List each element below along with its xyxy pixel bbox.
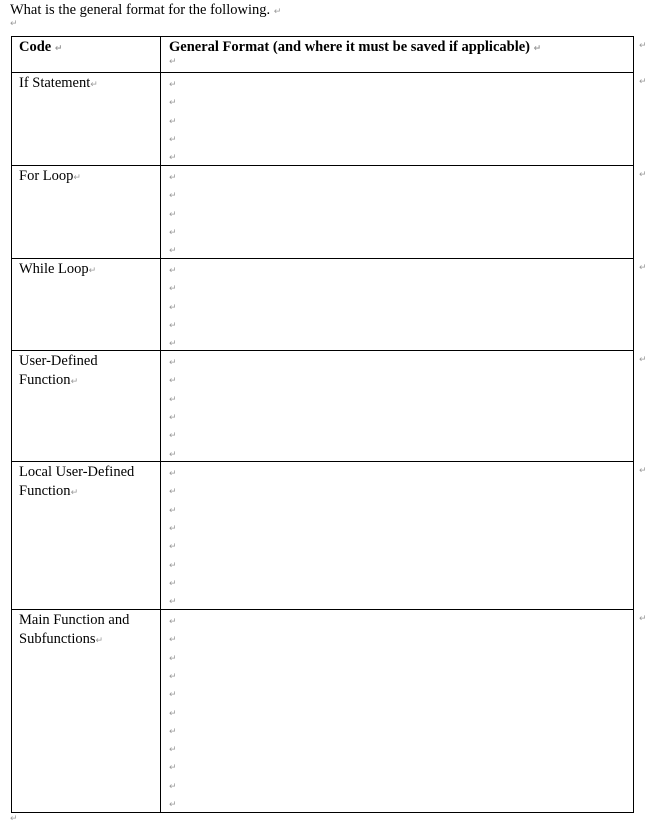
paragraph-mark-icon: ↵ bbox=[169, 745, 177, 756]
paragraph-mark-icon: ↵ bbox=[10, 19, 18, 29]
paragraph-mark-icon: ↵ bbox=[169, 505, 177, 516]
code-label: If Statement bbox=[19, 75, 91, 91]
paragraph-mark-icon: ↵ bbox=[169, 358, 177, 368]
row-end-mark-icon: ↵ bbox=[639, 614, 647, 624]
code-label: Function bbox=[19, 483, 71, 499]
paragraph-mark-icon: ↵ bbox=[169, 449, 177, 460]
format-cell[interactable] bbox=[161, 73, 633, 165]
paragraph-mark-icon: ↵ bbox=[169, 542, 177, 553]
header-format-label: General Format (and where it must be saved if applicable) bbox=[169, 39, 530, 55]
code-cell[interactable] bbox=[19, 74, 155, 95]
code-cell[interactable] bbox=[19, 611, 155, 651]
format-cell[interactable] bbox=[161, 351, 633, 461]
format-table bbox=[11, 36, 647, 813]
cell-end-mark-icon: ↵ bbox=[70, 377, 79, 387]
format-cell[interactable] bbox=[161, 462, 633, 609]
code-cell[interactable] bbox=[19, 167, 155, 188]
paragraph-mark-icon: ↵ bbox=[169, 173, 177, 183]
paragraph-mark-icon: ↵ bbox=[169, 302, 177, 313]
paragraph-mark-icon: ↵ bbox=[169, 487, 177, 498]
table-row bbox=[11, 462, 647, 610]
row-end-mark-icon: ↵ bbox=[639, 41, 647, 51]
column-divider bbox=[160, 37, 161, 72]
paragraph-mark-icon: ↵ bbox=[169, 597, 177, 608]
code-label: Function bbox=[19, 372, 71, 388]
code-cell[interactable] bbox=[19, 352, 155, 392]
paragraph-mark-icon: ↵ bbox=[169, 227, 177, 238]
paragraph-mark-icon: ↵ bbox=[169, 116, 177, 127]
paragraph-mark-icon: ↵ bbox=[169, 134, 177, 145]
paragraph-mark-icon: ↵ bbox=[169, 800, 177, 810]
header-code-label: Code bbox=[19, 39, 52, 55]
paragraph-mark-icon: ↵ bbox=[169, 690, 177, 701]
paragraph-mark-icon: ↵ bbox=[169, 266, 177, 276]
paragraph-mark-icon: ↵ bbox=[169, 412, 177, 423]
table-header-row bbox=[11, 36, 647, 73]
paragraph-mark-icon: ↵ bbox=[169, 469, 177, 479]
paragraph-mark-icon: ↵ bbox=[169, 523, 177, 534]
paragraph-mark-icon: ↵ bbox=[169, 284, 177, 295]
paragraph-mark-icon: ↵ bbox=[10, 814, 18, 824]
code-cell[interactable] bbox=[19, 260, 155, 281]
cell-end-mark-icon: ↵ bbox=[54, 44, 63, 54]
row-end-mark-icon: ↵ bbox=[639, 466, 647, 476]
paragraph-mark-icon: ↵ bbox=[169, 763, 177, 774]
paragraph-mark-icon: ↵ bbox=[169, 671, 177, 682]
format-cell[interactable] bbox=[161, 166, 633, 258]
paragraph-mark-icon: ↵ bbox=[169, 653, 177, 664]
paragraph-mark-icon: ↵ bbox=[169, 209, 177, 220]
paragraph-mark-icon: ↵ bbox=[169, 635, 177, 646]
paragraph-mark-icon: ↵ bbox=[169, 578, 177, 589]
cell-end-mark-icon: ↵ bbox=[70, 488, 79, 498]
paragraph-mark-icon: ↵ bbox=[169, 708, 177, 719]
paragraph-mark-icon: ↵ bbox=[169, 394, 177, 405]
code-cell[interactable] bbox=[19, 463, 155, 503]
code-label: Local User-Defined bbox=[19, 464, 135, 480]
paragraph-mark-icon: ↵ bbox=[169, 57, 177, 67]
code-label: Main Function and bbox=[19, 612, 130, 628]
header-code-cell[interactable] bbox=[19, 38, 155, 59]
paragraph-mark-icon: ↵ bbox=[169, 153, 177, 164]
paragraph-mark-icon: ↵ bbox=[169, 560, 177, 571]
paragraph-mark-icon: ↵ bbox=[273, 7, 282, 17]
code-label: For Loop bbox=[19, 168, 74, 184]
header-format-cell[interactable] bbox=[169, 38, 541, 59]
paragraph-mark-icon: ↵ bbox=[169, 431, 177, 442]
paragraph-mark-icon: ↵ bbox=[169, 320, 177, 331]
table-row bbox=[11, 73, 647, 166]
cell-end-mark-icon: ↵ bbox=[88, 266, 97, 276]
format-cell[interactable] bbox=[161, 259, 633, 350]
code-label: User-Defined bbox=[19, 353, 98, 369]
cell-end-mark-icon: ↵ bbox=[95, 636, 104, 646]
format-cell[interactable] bbox=[161, 610, 633, 812]
row-end-mark-icon: ↵ bbox=[639, 170, 647, 180]
paragraph-mark-icon: ↵ bbox=[169, 617, 177, 627]
code-label: Subfunctions bbox=[19, 631, 96, 647]
row-end-mark-icon: ↵ bbox=[639, 263, 647, 273]
row-end-mark-icon: ↵ bbox=[639, 355, 647, 365]
cell-end-mark-icon: ↵ bbox=[73, 173, 81, 183]
cell-end-mark-icon: ↵ bbox=[90, 80, 98, 90]
paragraph-mark-icon: ↵ bbox=[169, 339, 177, 350]
paragraph-mark-icon: ↵ bbox=[169, 246, 177, 257]
row-end-mark-icon: ↵ bbox=[639, 77, 647, 87]
question-text: What is the general format for the following. bbox=[10, 2, 271, 18]
paragraph-mark-icon: ↵ bbox=[169, 98, 177, 109]
table-row bbox=[11, 610, 647, 813]
table-row bbox=[11, 351, 647, 462]
table-row bbox=[11, 259, 647, 351]
question-line bbox=[10, 1, 281, 21]
cell-end-mark-icon: ↵ bbox=[533, 44, 542, 54]
paragraph-mark-icon: ↵ bbox=[169, 191, 177, 202]
paragraph-mark-icon: ↵ bbox=[169, 726, 177, 737]
code-label: While Loop bbox=[19, 261, 89, 277]
paragraph-mark-icon: ↵ bbox=[169, 781, 177, 792]
paragraph-mark-icon: ↵ bbox=[169, 80, 177, 90]
paragraph-mark-icon: ↵ bbox=[169, 376, 177, 387]
table-row bbox=[11, 166, 647, 259]
